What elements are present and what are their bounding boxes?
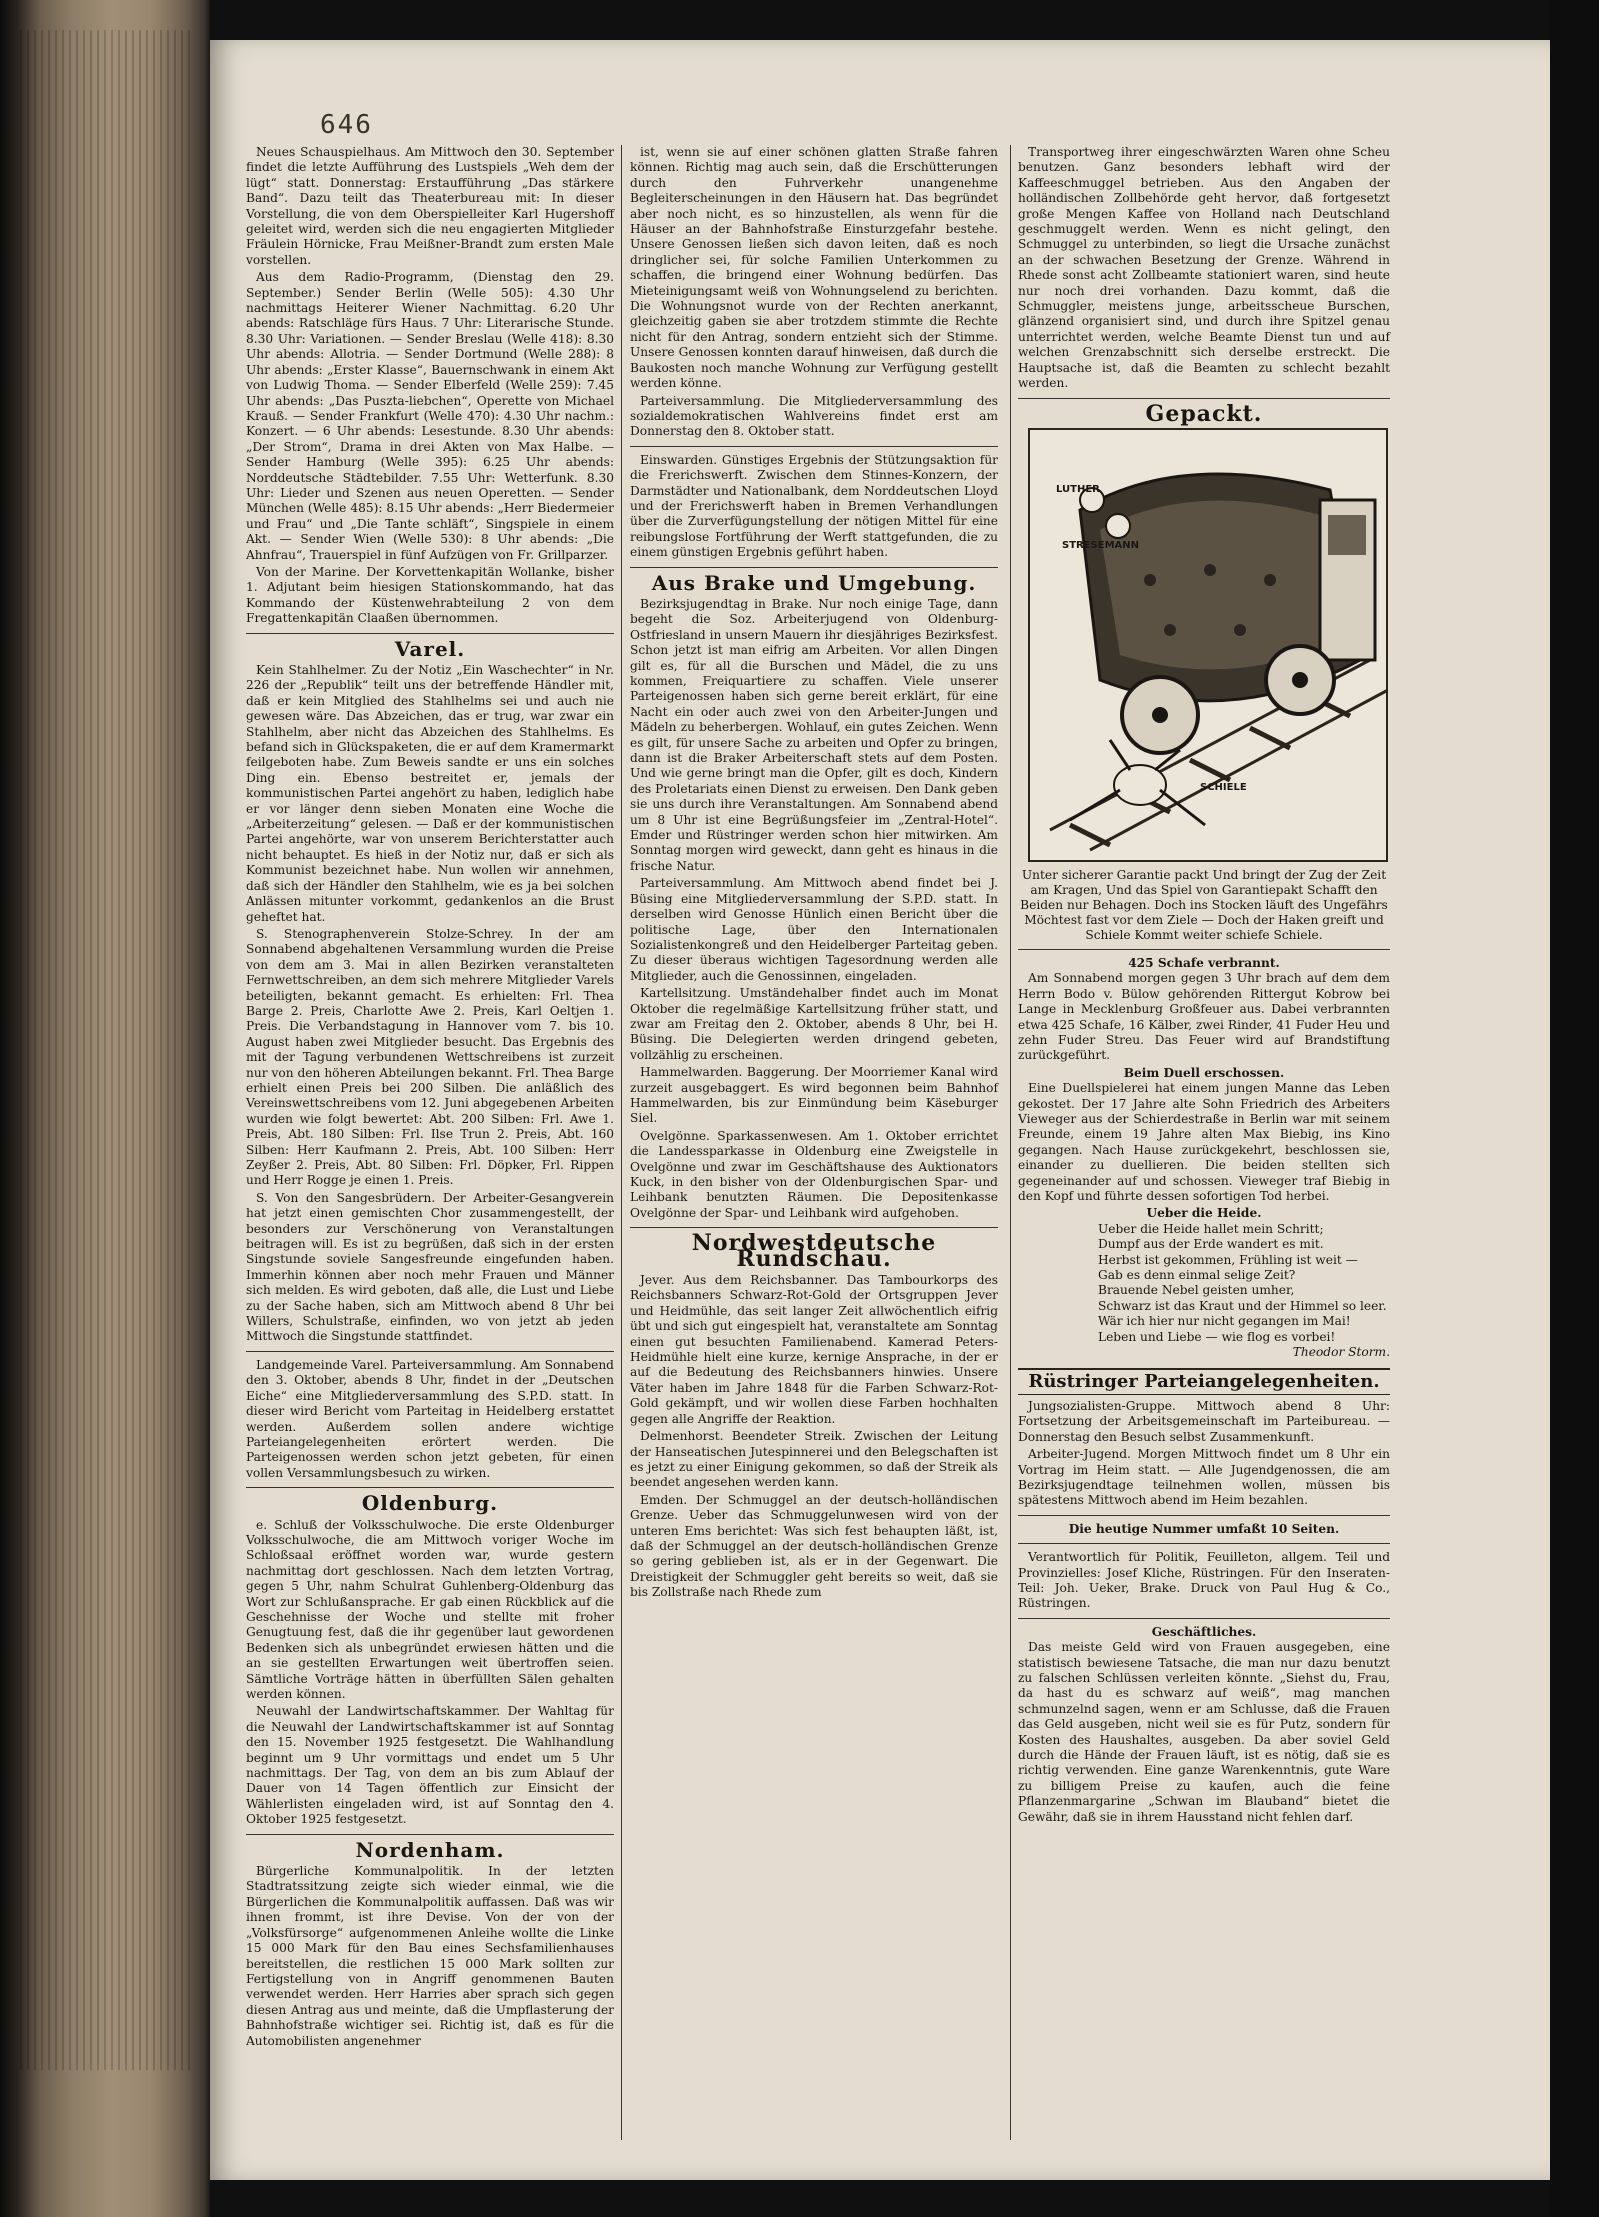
cartoon-illustration bbox=[1028, 428, 1388, 862]
article-ovelgoenne: Ovelgönne. Sparkassenwesen. Am 1. Oktober errichtet die Landessparkasse in Oldenburg eine Zweigstelle in Ovelgönne und zwar im Geschäftshause des Auktionators Kuck, in den bisher von der Oldenburgischen Spar- und Leihbank benutzten Räumen. Die Depositenkasse Ovelgönne der Spar- und Leihbank wird aufgehoben. bbox=[630, 1128, 998, 1220]
article-schmuggel-cont: Transportweg ihrer eingeschwärzten Waren ohne Scheu benutzen. Ganz besonders lebhaft wird der Kaffeeschmuggel betrieben. Aus den Angaben der holländischen Zollbehörde geht hervor, daß fortgesetzt große Mengen Kaffee von Holland nach Deutschland geschmuggelt werden. Wenn es nicht gelingt, den Schmuggel zu unterbinden, so liegt die Ursache zunächst an der schwachen Besetzung der Grenze. Während in Rhede sonst acht Zollbeamte stationiert waren, sind heute nur noch drei vorhanden. Dazu kommt, daß die Schmuggler, meistens junge, arbeitsscheue Burschen, glänzend organisiert sind, und durch ihre Spitzel genau unterrichtet werden, welche Beamte Dienst tun und auf welchen Grenzabschnitt sich derselbe erstreckt. Die Hauptsache ist, daß die Beamten zu schlecht bezahlt werden. bbox=[1018, 145, 1390, 391]
heading-schafe: 425 Schafe verbrannt. bbox=[1128, 955, 1280, 970]
notice-jungsozialisten: Jungsozialisten-Gruppe. Mittwoch abend 8 Uhr: Fortsetzung der Arbeitsgemeinschaft im Parteibureau. — Donnerstag den Besuch selbst Zusammenkunft. bbox=[1018, 1398, 1390, 1444]
article-volksschulwoche: e. Schluß der Volksschulwoche. Die erste Oldenburger Volksschulwoche, die am Mittwoch voriger Woche im Schloßsaal eröffnet worden war, wurde gestern nachmittag dort geschlossen. Nach dem letzten Vortrag, gegen 5 Uhr, nahm Schulrat Guhlenberg-Oldenburg das Wort zur Schlußansprache. Er gab einen Rückblick auf die Geschehnisse der Woche und stellte mit froher Genugtuung fest, daß die ihr gegenüber laut gewordenen Bedenken sich als unbegründet erwiesen hätten und die an sie gestellten Erwartungen weit übertroffen seien. Sämtliche Vorträge hätten in überfüllten Sälen gehalten werden können. bbox=[246, 1517, 614, 1701]
cartoon-drawing bbox=[1030, 430, 1388, 856]
column-2 bbox=[630, 145, 998, 1603]
article-stenographen: S. Stenographenverein Stolze-Schrey. In der am Sonnabend abgehaltenen Versammlung wurden die Preise von dem am 3. Mai in allen Bezirken veranstalteten Fernwettschreiben, an dem sich mehrere Mitglieder Varels beteiligten, bekannt gemacht. Es erhielten: Frl. Thea Barge 2. Preis, Charlotte Awe 2. Preis, Karl Oeltjen 1. Preis. Die Verbandstagung in Hannover vom 7. bis 10. August haben zwei Mitglieder besucht. Das Ergebnis des mit der Tagung verbundenen Wettschreibens ist zurzeit nur von den höheren Abteilungen bekannt. Frl. Thea Barge erhielt einen Preis bei 200 Silben. Die anläßlich des Vereinswettschreibens vom 12. Juni abgegebenen Arbeiten wurden wie folgt bewertet: Abt. 200 Silben: Frl. Awe 1. Preis, Abt. 180 Silben: Frl. Ilse Trun 2. Preis, Abt. 160 Silben: Herr Kaufmann 2. Preis, Abt. 100 Silben: Herr Zeyßer 2. Preis, Abt. 80 Silben: Frl. Döpker, Frl. Rippen und Herr Rogge je einen 1. Preis. bbox=[246, 926, 614, 1188]
column-rule bbox=[621, 145, 622, 2140]
article-einswarden: Einswarden. Günstiges Ergebnis der Stützungsaktion für die Frerichswerft. Zwischen dem Stinnes-Konzern, der Darmstädter und Nationalbank, dem Norddeutschen Lloyd und der Frerichswerft haben in Bremen Verhandlungen über die Zurverfügungstellung der nötigen Mittel für eine reibungslose Fortführung der Werft stattgefunden, die zu einem günstigen Ergebnis geführt haben. bbox=[630, 452, 998, 560]
column-3 bbox=[1018, 145, 1390, 1827]
poem-author: Theodor Storm. bbox=[1292, 1345, 1390, 1360]
scan-edge bbox=[1550, 0, 1599, 2217]
cartoon-title: Gepackt. bbox=[1145, 400, 1263, 427]
notice-arbeiterjugend: Arbeiter-Jugend. Morgen Mittwoch findet um 8 Uhr ein Vortrag im Heim statt. — Alle Jugendgenossen, die am Bezirksjugendtage teilnehmen wollen, müssen bis spätestens Mittwoch abend im Heim bezahlen. bbox=[1018, 1447, 1390, 1508]
page-number: 646 bbox=[320, 110, 373, 140]
divider bbox=[246, 1487, 614, 1488]
cartoon-caption: Unter sicherer Garantie packt Und bringt der Zug der Zeit am Kragen, Und das Spiel von Garantiepakt Schafft den Beiden nur Behagen. Doch ins Stocken läuft des Ungefährs Möchtest fast vor dem Ziele — Doch der Haken greift und Schiele Kommt weiter schiefe Schiele. bbox=[1020, 867, 1388, 942]
article-parteiversammlung: Parteiversammlung. Die Mitgliederversammlung des sozialdemokratischen Wahlvereins findet erst am Donnerstag den 8. Oktober statt. bbox=[630, 393, 998, 439]
column-1 bbox=[246, 145, 614, 2051]
divider bbox=[246, 1351, 614, 1352]
poem bbox=[1018, 1222, 1390, 1361]
poem-line: Schwarz ist das Kraut und der Himmel so leer. bbox=[1098, 1298, 1387, 1313]
divider bbox=[630, 567, 998, 568]
divider bbox=[630, 446, 998, 447]
article-geschaeftliches: Das meiste Geld wird von Frauen ausgegeben, eine statistisch bewiesene Tatsache, die man nur dazu benutzt zu falschen Schlüssen verleiten könnte. „Siehst du, Frau, da hast du es schwarz auf weiß“, mag manchen schmunzelnd sagen, wenn er am Schlusse, daß die Frauen das Geld ausgeben, nicht weil sie es für Putz, sondern für Kosten des Haushaltes, ausgeben. Da aber soviel Geld durch die Hände der Frauen läuft, ist es nötig, daß sie es richtig verwenden. Eine ganze Warenkenntnis, gute Ware zu billigem Preise zu kaufen, auch die feine Pflanzenmargarine „Schwan im Blauband“ bietet die Gewähr, daß sie in ihrem Hausstand nicht fehlen darf. bbox=[1018, 1640, 1390, 1824]
article-delmenhorst: Delmenhorst. Beendeter Streik. Zwischen der Leitung der Hanseatischen Jutespinnerei und den Belegschaften ist es jetzt zu einer Einigung gekommen, so daß der Streik als beendet angesehen werden kann. bbox=[630, 1429, 998, 1490]
heading-heide: Ueber die Heide. bbox=[1146, 1206, 1262, 1221]
issue-notice: Die heutige Nummer umfaßt 10 Seiten. bbox=[1068, 1521, 1340, 1536]
poem-line: Wär ich hier nur nicht gegangen im Mai! bbox=[1098, 1314, 1351, 1329]
article-radio: Aus dem Radio-Programm, (Dienstag den 29. September.) Sender Berlin (Welle 505): 4.30 Uhr nachmittags Heiterer Wiener Nachmittag. 6.20 Uhr abends: Ratschläge fürs Haus. 7 Uhr: Literarische Stunde. 8.30 Uhr: Variationen. — Sender Breslau (Welle 418): 8.30 Uhr abends: Allotria. — Sender Dortmund (Welle 288): 8 Uhr abends: „Erster Klasse“, Bauernschwank in einem Akt von Ludwig Thoma. — Sender Elberfeld (Welle 259): 7.45 Uhr abends: „Das Puszta-liebchen“, Operette von Michael Krauß. — Sender Frankfurt (Welle 470): 4.30 Uhr nachm.: Konzert. — 6 Uhr abends: Lesestunde. 8.30 Uhr abends: „Der Strom“, Drama in drei Akten von Max Halbe. — Sender Hamburg (Welle 395): 6.25 Uhr abends: Norddeutsche Städtebilder. 7.55 Uhr: Wetterfunk. 8.30 Uhr: Lieder und Szenen aus neuen Operetten. — Sender München (Welle 485): 8.15 Uhr abends: „Herr Biedermeier und Frau“ und „Die Tante schläft“, Singspiele in einem Akt. — Sender Wien (Welle 530): 8 Uhr abends: „Die Ahnfrau“, Trauerspiel in fünf Aufzügen von Fr. Grillparzer. bbox=[246, 270, 614, 562]
heading-ruestringer: Rüstringer Parteiangelegenheiten. bbox=[1018, 1368, 1390, 1394]
heading-duell: Beim Duell erschossen. bbox=[1123, 1065, 1285, 1080]
heading-oldenburg: Oldenburg. bbox=[361, 1491, 499, 1516]
divider bbox=[1018, 1618, 1390, 1619]
divider bbox=[1018, 949, 1390, 950]
article-schafe: Am Sonnabend morgen gegen 3 Uhr brach auf dem dem Herrn Bodo v. Bülow gehörenden Rittergut Kobrow bei Lange in Mecklenburg Großfeuer aus. Dabei verbrannten etwa 425 Schafe, 16 Kälber, zwei Rinder, 41 Fuder Heu und zehn Fuder Streu. Das Feuer wird auf Brandstiftung zurückgeführt. bbox=[1018, 971, 1390, 1063]
heading-geschaeftliches: Geschäftliches. bbox=[1151, 1624, 1257, 1639]
cartoon-label-stresemann: STRESEMANN bbox=[1062, 539, 1140, 551]
cartoon-label-schiele: SCHIELE bbox=[1200, 781, 1247, 793]
heading-brake: Aus Brake und Umgebung. bbox=[651, 570, 977, 595]
book-binding bbox=[0, 0, 210, 2217]
divider bbox=[1018, 1543, 1390, 1544]
article-marine: Von der Marine. Der Korvettenkapitän Wollanke, bisher 1. Adjutant beim hiesigen Stationskommando, hat das Kommando der Küstenwehrabteilung 2 von dem Fregattenkapitän Claaßen übernommen. bbox=[246, 564, 614, 626]
poem-line: Leben und Liebe — wie flog es vorbei! bbox=[1098, 1329, 1336, 1344]
article-brake-parteiversammlung: Parteiversammlung. Am Mittwoch abend findet bei J. Büsing eine Mitgliederversammlung der S.P.D. statt. In derselben wird Genosse Hünlich einen Bericht über die politische Lage, über den Internationalen Sozialistenkongreß und den Heidelberger Parteitag geben. Zu dieser überaus wichtigen Tagesordnung werden alle Mitglieder, auch die Genossinnen, eingeladen. bbox=[630, 876, 998, 983]
divider bbox=[1018, 1515, 1390, 1516]
divider bbox=[246, 1834, 614, 1835]
article-stahlhelm: Kein Stahlhelmer. Zu der Notiz „Ein Waschechter“ in Nr. 226 der „Republik“ teilt uns der betreffende Händler mit, daß er kein Mitglied des Stahlhelms sei und auch nie gewesen wäre. Das Abzeichen, das er trug, war zwar ein Stahlhelm, aber nicht das Abzeichen des Stahlhelms. Es befand sich in Glückspaketen, die er auf dem Kramermarkt feilgeboten habe. Zum Beweis sandte er uns ein solches Ding ein. Ebenso bestreitet er, jemals der kommunistischen Partei angehört zu haben, lediglich habe er vor länger denn sieben Monaten eine Woche die „Arbeiterzeitung“ gelesen. — Daß er der kommunistischen Partei angehörte, war von unserem Berichterstatter auch nicht behauptet. Es hieß in der Notiz nur, daß er sich als Kommunist bezeichnet habe. Nun wollen wir annehmen, daß sich der Händler den Stahlhelm, wie es ja bei solchen Anlässen mitunter vorkommt, gedankenlos an die Brust geheftet hat. bbox=[246, 663, 614, 924]
cartoon-label-luther: LUTHER bbox=[1056, 483, 1100, 495]
poem-line: Herbst ist gekommen, Frühling ist weit — bbox=[1098, 1252, 1358, 1267]
article-hammelwarden: Hammelwarden. Baggerung. Der Moorriemer Kanal wird zurzeit ausgebaggert. Es wird begonnen beim Bahnhof Hammelwarden, bis zur Einmündung beim Käseburger Siel. bbox=[630, 1065, 998, 1126]
newspaper-page bbox=[210, 40, 1550, 2180]
article-jever: Jever. Aus dem Reichsbanner. Das Tambourkorps des Reichsbanners Schwarz-Rot-Gold der Ortsgruppen Jever und Heidmühle, das seit langer Zeit allwöchentlich eifrig übt und sich gut eingespielt hat, veranstaltete am Sonntag einen gut besuchten Familienabend. Kamerad Peters-Heidmühle hielt eine kurze, kernige Ansprache, in der er auf die Bedeutung des Reichsbanners hinwies. Unsere Väter haben im Jahre 1848 für die Farben Schwarz-Rot-Gold gekämpft, und wir wollen diese Farben hochhalten gegen alle Angriffe der Reaktion. bbox=[630, 1273, 998, 1426]
poem-line: Dumpf aus der Erde wandert es mit. bbox=[1098, 1237, 1324, 1252]
article-landgemeinde: Landgemeinde Varel. Parteiversammlung. Am Sonnabend den 3. Oktober, abends 8 Uhr, findet in der „Deutschen Eiche“ eine Mitgliederversammlung des S.P.D. statt. In dieser wird Bericht vom Parteitag in Heidelberg erstattet werden. Außerdem sollen andere wichtige Parteiangelegenheiten erörtert werden. Die Parteigenossen werden schon jetzt gebeten, für einen vollen Versammlungsbesuch zu wirken. bbox=[246, 1357, 614, 1480]
article-bezirksjugendtag: Bezirksjugendtag in Brake. Nur noch einige Tage, dann begeht die Soz. Arbeiterjugend von Oldenburg-Ostfriesland in unsern Mauern ihr diesjähriges Bezirksfest. Schon jetzt ist man eifrig am Arbeiten. Vor allen Dingen gilt es, für all die Burschen und Mädel, die zu uns kommen, Freiquartiere zu schaffen. Viele unserer Parteigenossen haben sich gerne bereit erklärt, für eine Nacht ein oder auch zwei von den Arbeiter-Jungen und Mädeln zu beherbergen. Wohlauf, ein gutes Zeichen. Wenn es gilt, für unsere Sache zu arbeiten und Opfer zu bringen, dann ist die Braker Arbeiterschaft stets auf dem Posten. Und wie gerne bringt man die Opfer, gilt es doch, Kindern des Proletariats einen Dienst zu erweisen. Den Dank geben sie uns durch ihre Veranstaltungen. Am Sonnabend abend um 8 Uhr ist eine Begrüßungsfeier im „Zentral-Hotel“. Emder und Rüstringer werden schon hier mitwirken. Am Sonntag morgen wird geweckt, dann geht es hinaus in die frische Natur. bbox=[630, 596, 998, 873]
divider bbox=[246, 633, 614, 634]
article-sangesbrueder: S. Von den Sangesbrüdern. Der Arbeiter-Gesangverein hat jetzt einen gemischten Chor zusammengestellt, der besonders zur Verschönerung von Veranstaltungen beitragen will. Es ist zu begrüßen, daß sich in der ersten Singstunde soviele Sangesfreunde eingefunden haben. Immerhin können aber noch mehr Frauen und Männer sich melden. Es wird geboten, daß alle, die Lust und Liebe zu der Sache haben, sich am Mittwoch abend 8 Uhr bei Willers, Schulstraße, einfinden, wo von jetzt ab jeden Mittwoch die Singstunde stattfindet. bbox=[246, 1190, 614, 1344]
article-emden: Emden. Der Schmuggel an der deutsch-holländischen Grenze. Ueber das Schmuggelunwesen wird von der unteren Ems berichtet: Was sich fest behaupten läßt, ist, daß der Schmuggel an der deutsch-holländischen Grenze so gering geblieben ist, als er in der Gegenwart. Die Dreistigkeit der Schmuggler geht bereits so weit, daß sie bis Zollstraße nach Rhede zum bbox=[630, 1492, 998, 1600]
article-kartellsitzung: Kartellsitzung. Umständehalber findet auch im Monat Oktober die regelmäßige Kartellsitzung früher statt, und zwar am Freitag den 2. Oktober, abends 8 Uhr, bei H. Büsing. Die Delegierten werden dringend gebeten, vollzählig zu erscheinen. bbox=[630, 986, 998, 1062]
imprint: Verantwortlich für Politik, Feuilleton, allgem. Teil und Provinzielles: Josef Kliche, Rüstringen. Für den Inseraten-Teil: Joh. Ueker, Brake. Druck von Paul Hug & Co., Rüstringen. bbox=[1018, 1550, 1390, 1611]
heading-nordenham: Nordenham. bbox=[355, 1837, 505, 1862]
article-kommunalpolitik: Bürgerliche Kommunalpolitik. In der letzten Stadtratssitzung zeigte sich wieder einmal, wie die Bürgerlichen die Kommunalpolitik auffassen. Daß was wir ihnen frommt, ist ihre Devise. Von der von der „Volksfürsorge“ aufgenommenen Anleihe wollte die Linke 15 000 Mark für den Bau eines Sechsfamilienhauses bereitstellen, die restlichen 15 000 Mark sollten zur Fertigstellung von in Angriff genommenen Bauten verwendet werden. Herr Harries aber sprach sich gegen diesen Antrag aus und meinte, daß die Umpflasterung der Bahnhofstraße wichtiger sei. Richtig ist, daß es für die Automobilisten angenehmer bbox=[246, 1864, 614, 2048]
article-theater: Neues Schauspielhaus. Am Mittwoch den 30. September findet die letzte Aufführung des Lustspiels „Weh dem der lügt“ statt. Donnerstag: Erstaufführung „Das stärkere Band“. Dazu teilt das Theaterbureau mit: In dieser Vorstellung, die von dem Oberspielleiter Karl Hugershoff geleitet wird, werden sich die neu engagierten Mitglieder Fräulein Hörnicke, Frau Meißner-Brandt zum ersten Male vorstellen. bbox=[246, 145, 614, 267]
article-landwirtschaftskammer: Neuwahl der Landwirtschaftskammer. Der Wahltag für die Neuwahl der Landwirtschaftskammer ist auf Sonntag den 15. November 1925 festgesetzt. Die Wahlhandlung beginnt um 9 Uhr vormittags und endet um 5 Uhr nachmittags. Der Tag, von dem an bis zum Ablauf der Dauer von 14 Tagen öffentlich zur Einsicht der Wählerlisten eingeladen wird, ist auf Sonntag den 4. Oktober 1925 festgesetzt. bbox=[246, 1704, 614, 1827]
poem-line: Brauende Nebel geisten umher, bbox=[1098, 1283, 1295, 1298]
divider bbox=[630, 1227, 998, 1228]
article-kommunalpolitik-cont: ist, wenn sie auf einer schönen glatten Straße fahren können. Richtig mag auch sein, daß die Erschütterungen durch den Fuhrverkehr unangenehme Begleiterscheinungen in den Häusern hat. Das begründet aber noch nicht, es so hinzustellen, als wenn für die Häuser an der Bahnhofstraße Einsturzgefahr bestehe. Unsere Genossen ließen sich davon leiten, daß es noch dringlicher sei, für solche Familien Unterkommen zu schaffen, die bringend einer Wohnung bedürfen. Das Mieteinigungsamt weiß von Wohnungselend zu berichten. Die Wohnungsnot wurde von der Rechten anerkannt, gleichzeitig gaben sie aber trotzdem stimmte die Rechte nicht für den Antrag, sondern entzieht sich der Stimme. Unsere Genossen konnten darauf hinweisen, daß durch die Baukosten noch manche Wohnung zur Verfügung gestellt werden könne. bbox=[630, 145, 998, 391]
column-rule bbox=[1010, 145, 1011, 2140]
divider bbox=[1018, 398, 1390, 399]
heading-varel: Varel. bbox=[394, 636, 466, 661]
poem-line: Gab es denn einmal selige Zeit? bbox=[1098, 1268, 1296, 1283]
heading-nordwestdeutsche: Nordwestdeutsche Rundschau. bbox=[691, 1230, 937, 1272]
article-duell: Eine Duellspielerei hat einem jungen Manne das Leben gekostet. Der 17 Jahre alte Sohn Friedrich des Arbeiters Vieweger aus der Schierdestraße in Berlin war mit seinem Freunde, einem 19 Jahre alten Max Biebig, ins Kino gegangen. Nach Hause zurückgekehrt, beschlossen sie, einander zu duellieren. Die beiden stellten sich gegeneinander auf und schossen. Vieweger traf Biebig in den Kopf und führte dessen sofortigen Tod herbei. bbox=[1018, 1081, 1390, 1203]
poem-line: Ueber die Heide hallet mein Schritt; bbox=[1098, 1221, 1324, 1236]
